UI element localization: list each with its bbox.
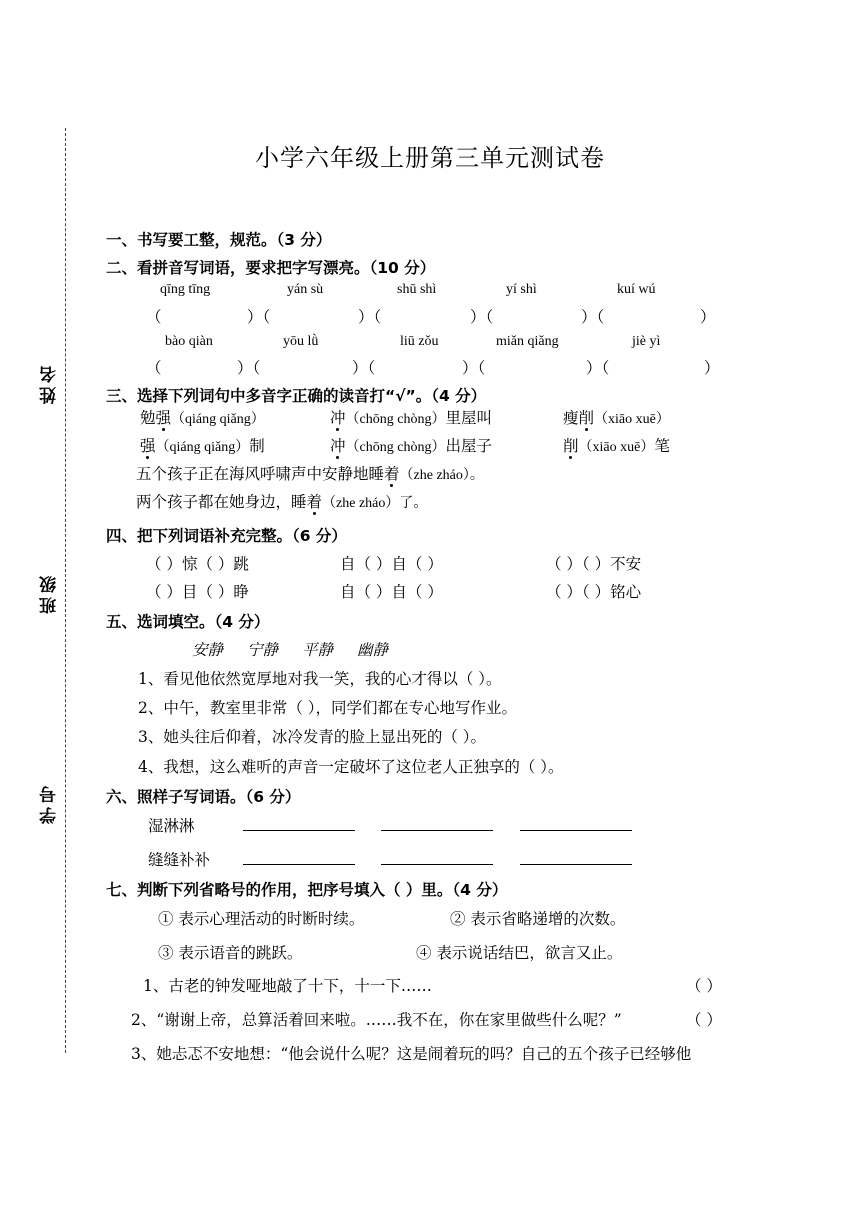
idiom-blank: （ ）（ ）铭心 [546, 583, 642, 601]
judge-question: 3、她忐忑不安地想：“他会说什么呢？这是闹着玩的吗？自己的五个孩子已经够他 [131, 1045, 692, 1063]
pinyin: yán sù [287, 282, 324, 297]
pinyin: kuí wú [617, 282, 656, 297]
fill-question: 3、她头往后仰着，冰冷发青的脸上显出死的（ ）。 [138, 728, 487, 746]
answer-paren-sep: ）（ [470, 308, 494, 326]
section-5-heading: 五、选词填空。（4 分） [106, 613, 270, 631]
judge-question: 2、“谢谢上帝，总算活着回来啦。……我不在，你在家里做些什么呢？” [131, 1011, 622, 1029]
class-label: 班级 [40, 572, 60, 614]
answer-paren-sep: ）（ [237, 359, 261, 377]
word-option: 平静 [302, 641, 334, 659]
answer-paren-open: （ [146, 308, 162, 326]
answer-paren-open: （ [146, 359, 162, 377]
answer-paren-sep: ）（ [586, 359, 610, 377]
section-6-heading: 六、照样子写词语。（6 分） [106, 788, 301, 806]
idiom-blank: 自（ ）自（ ） [340, 555, 443, 573]
word-option: 幽静 [357, 641, 389, 659]
fill-question: 2、中午，教室里非常（ ），同学们都在专心地写作业。 [138, 699, 518, 717]
option: ② 表示省略递增的次数。 [450, 910, 626, 928]
answer-line [243, 864, 355, 865]
answer-paren: （ ） [686, 977, 722, 995]
answer-paren: （ ） [686, 1011, 722, 1029]
idiom-blank: （ ）（ ）不安 [546, 555, 642, 573]
polyphone-sentence: 两个孩子都在她身边，睡着（zhe zháo）了。 [136, 493, 428, 511]
word-bank [192, 638, 412, 660]
polyphone-item: 削（xiāo xuē）笔 [563, 437, 670, 455]
answer-paren-close: ） [700, 308, 716, 326]
pinyin: bào qiàn [165, 334, 213, 349]
judge-question: 1、古老的钟发哑地敲了十下，十一下…… [143, 977, 432, 995]
binding-dashed-line [65, 128, 66, 1053]
answer-line [381, 864, 493, 865]
section-7-heading: 七、判断下列省略号的作用，把序号填入（ ）里。（4 分） [106, 881, 508, 899]
pinyin: jiè yì [632, 334, 661, 349]
fill-question: 1、看见他依然宽厚地对我一笑，我的心才得以（ ）。 [138, 670, 502, 688]
answer-line [520, 864, 632, 865]
pinyin: miǎn qiǎng [496, 334, 559, 349]
word-option: 宁静 [247, 641, 279, 659]
option: ① 表示心理活动的时断时续。 [158, 910, 365, 928]
pinyin: liū zǒu [400, 334, 439, 349]
answer-line [243, 830, 355, 831]
polyphone-sentence: 五个孩子正在海风呼啸声中安静地睡着（zhe zháo）。 [136, 465, 484, 483]
polyphone-item: 强（qiáng qiǎng）制 [140, 437, 265, 455]
polyphone-item: 瘦削（xiāo xuē） [563, 409, 670, 427]
answer-paren-sep: ）（ [352, 359, 376, 377]
answer-line [381, 830, 493, 831]
idiom-blank: （ ）惊（ ）跳 [146, 555, 249, 573]
section-4-heading: 四、把下列词语补充完整。（6 分） [106, 527, 347, 545]
page-title: 小学六年级上册第三单元测试卷 [255, 144, 605, 172]
pinyin: shū shì [397, 282, 437, 297]
example-word: 湿淋淋 [148, 817, 195, 835]
fill-question: 4、我想，这么难听的声音一定破坏了这位老人正独享的（ ）。 [138, 758, 564, 776]
pinyin: yōu lǜ [283, 334, 319, 349]
polyphone-item: 勉强（qiáng qiǎng） [140, 409, 265, 427]
answer-paren-close: ） [704, 359, 720, 377]
answer-paren-sep: ）（ [247, 308, 271, 326]
answer-paren-sep: ）（ [358, 308, 382, 326]
answer-paren-sep: ）（ [581, 308, 605, 326]
polyphone-item: 冲（chōng chòng）里屋叫 [330, 409, 492, 427]
example-word: 缝缝补补 [148, 851, 211, 869]
pinyin: qīng tīng [160, 282, 211, 297]
option: ④ 表示说话结巴，欲言又止。 [416, 944, 623, 962]
student-number-label: 学号 [40, 782, 60, 824]
option: ③ 表示语音的跳跃。 [158, 944, 303, 962]
idiom-blank: （ ）目（ ）睁 [146, 583, 249, 601]
section-2-heading: 二、看拼音写词语，要求把字写漂亮。（10 分） [106, 259, 436, 277]
answer-paren-sep: ）（ [462, 359, 486, 377]
name-label: 姓名 [40, 362, 60, 404]
section-3-heading: 三、选择下列词句中多音字正确的读音打“√”。（4 分） [106, 387, 487, 405]
word-option: 安静 [192, 641, 224, 659]
pinyin: yí shì [506, 282, 537, 297]
section-1-heading: 一、书写要工整，规范。（3 分） [106, 231, 332, 249]
polyphone-item: 冲（chōng chòng）出屋子 [330, 437, 492, 455]
answer-line [520, 830, 632, 831]
idiom-blank: 自（ ）自（ ） [340, 583, 443, 601]
